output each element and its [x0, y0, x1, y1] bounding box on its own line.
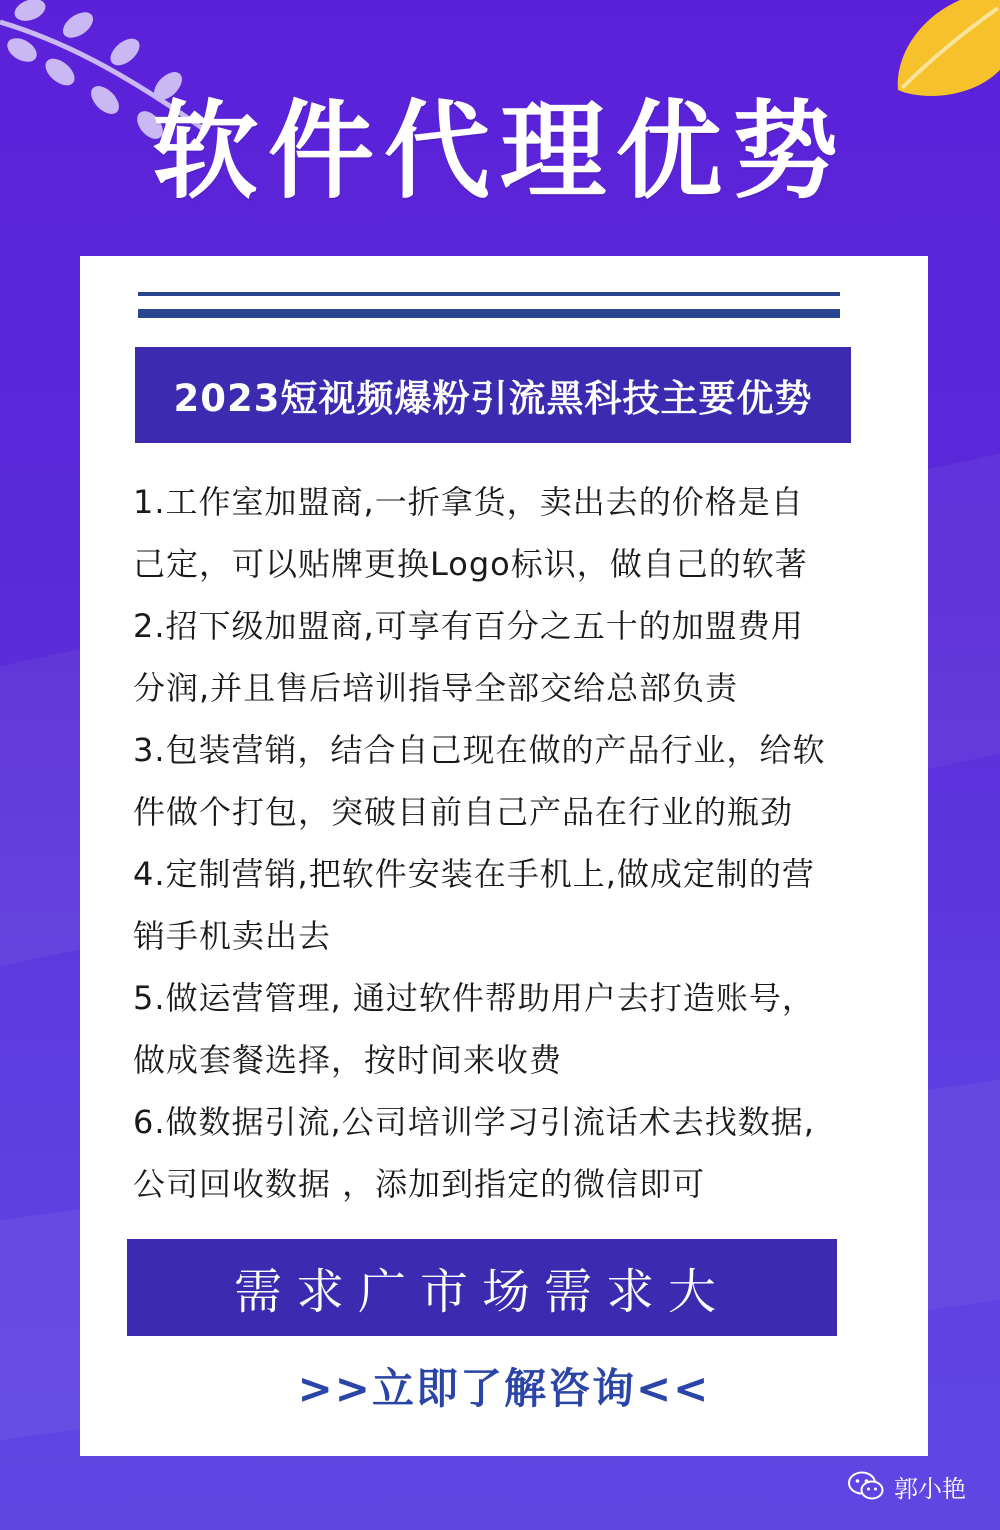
divider-thin — [138, 292, 840, 296]
list-item: 销手机卖出去 — [133, 917, 332, 955]
list-item: 5.做运营管理, 通过软件帮助用户去打造账号， — [133, 979, 815, 1017]
divider-thick — [138, 309, 840, 318]
consult-link[interactable]: >>立即了解咨询<< — [297, 1364, 711, 1413]
list-item: 做成套餐选择，按时间来收费 — [133, 1041, 563, 1079]
cta-banner — [127, 1239, 837, 1336]
list-item: 己定，可以贴牌更换Logo标识，做自己的软著 — [133, 545, 808, 583]
watermark-name: 郭小艳 — [894, 1474, 966, 1503]
subtitle-text: 2023短视频爆粉引流黑科技主要优势 — [173, 377, 813, 420]
watermark — [848, 1466, 966, 1506]
cta-banner-text: 需求广市场需求大 — [233, 1264, 730, 1320]
subtitle-banner — [135, 347, 851, 443]
content-card — [80, 256, 928, 1456]
list-item: 件做个打包，突破目前自己产品在行业的瓶劲 — [133, 793, 794, 831]
advantage-list — [133, 471, 893, 1215]
poster-title: 软件代理优势 — [152, 90, 848, 213]
list-item: 分润,并且售后培训指导全部交给总部负责 — [133, 669, 739, 707]
list-item: 3.包装营销，结合自己现在做的产品行业，给软 — [133, 731, 826, 769]
list-item: 2.招下级加盟商,可享有百分之五十的加盟费用 — [133, 607, 804, 645]
wechat-icon — [848, 1471, 884, 1501]
list-item: 公司回收数据 ，添加到指定的微信即可 — [133, 1165, 706, 1203]
list-item: 6.做数据引流,公司培训学习引流话术去找数据, — [133, 1103, 815, 1141]
list-item: 1.工作室加盟商,一折拿货，卖出去的价格是自 — [133, 483, 804, 521]
list-item: 4.定制营销,把软件安装在手机上,做成定制的营 — [133, 855, 815, 893]
